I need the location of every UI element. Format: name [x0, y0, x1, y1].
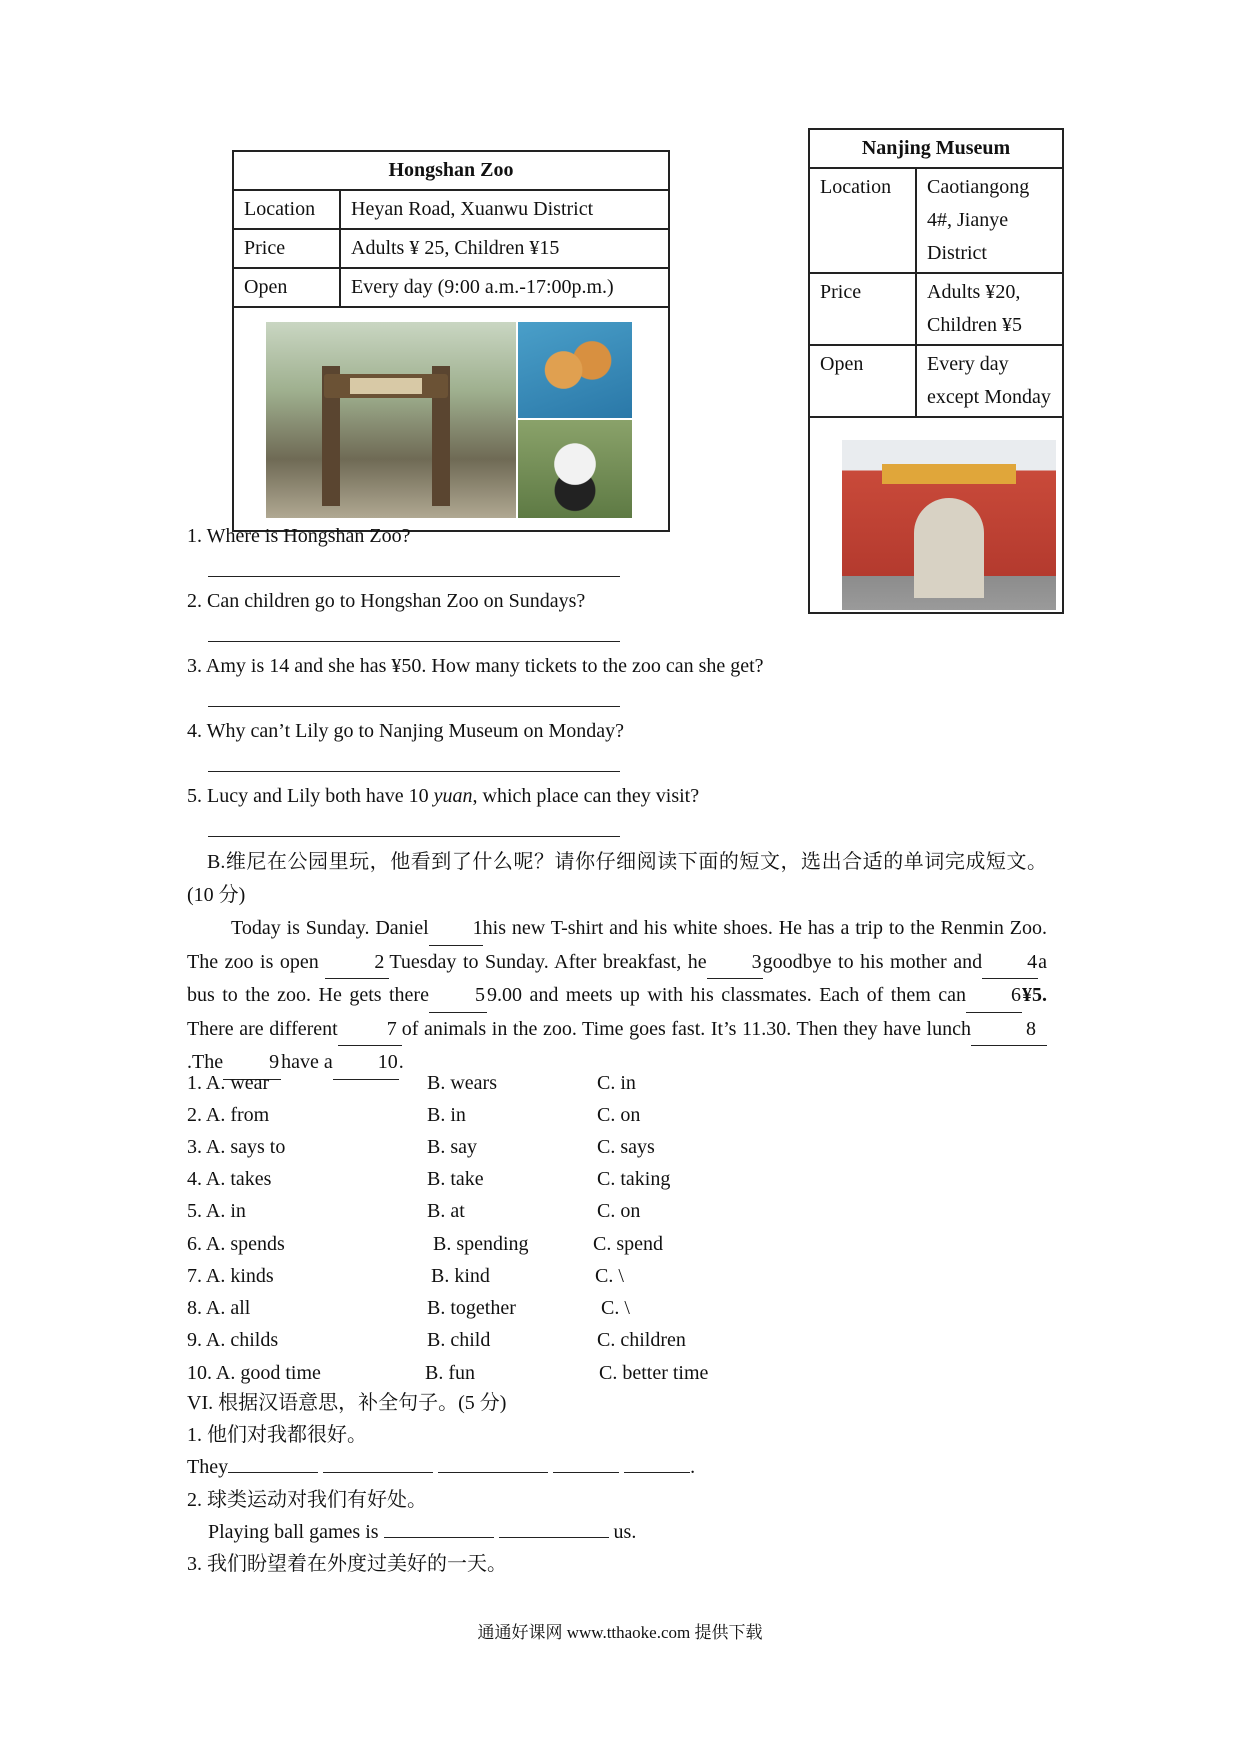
option-a[interactable]: 9. A. childs	[187, 1329, 279, 1351]
option-a[interactable]: 5. A. in	[187, 1200, 246, 1222]
passage-text: Tuesday to Sunday. After breakfast, he	[389, 950, 707, 973]
museum-price-value: Adults ¥20, Children ¥5	[916, 273, 1063, 345]
option-row-4	[187, 1163, 887, 1195]
answer-line-3[interactable]	[208, 706, 620, 707]
option-row-8	[187, 1292, 887, 1324]
vi-1-blank[interactable]	[624, 1454, 690, 1473]
vi-2-blank[interactable]	[384, 1519, 494, 1538]
passage-text: .	[398, 1051, 404, 1073]
q5-post: , which place can they visit?	[472, 785, 700, 807]
nanjing-museum-table	[808, 128, 1064, 614]
option-a[interactable]: 8. A. all	[187, 1297, 251, 1319]
museum-row-open	[809, 345, 1063, 417]
museum-row-price	[809, 273, 1063, 345]
vi-item-1-cn: 1. 他们对我都很好。	[187, 1424, 367, 1446]
option-c[interactable]: C. on	[597, 1200, 641, 1222]
option-c[interactable]: C. spend	[593, 1233, 663, 1255]
option-row-2	[187, 1099, 887, 1131]
hongshan-zoo-table	[232, 150, 670, 532]
option-row-9	[187, 1324, 887, 1356]
passage-text: There are different	[187, 1017, 338, 1040]
passage-text: .The	[187, 1051, 224, 1073]
vi-item-1-en	[187, 1454, 695, 1480]
passage-price: ¥5.	[1022, 984, 1047, 1006]
answer-line-5[interactable]	[208, 836, 620, 837]
museum-arch	[914, 498, 984, 598]
museum-roof	[882, 464, 1016, 484]
zoo-price-label: Price	[233, 229, 340, 268]
blank-7[interactable]: 7	[338, 1013, 402, 1047]
option-c[interactable]: C. taking	[597, 1168, 671, 1190]
zoo-price-value: Adults ¥ 25, Children ¥15	[340, 229, 669, 268]
museum-row-location	[809, 168, 1063, 273]
answer-line-4[interactable]	[208, 771, 620, 772]
zoo-location-label: Location	[233, 190, 340, 229]
option-b[interactable]: B. take	[427, 1168, 484, 1190]
zoo-row-open	[233, 268, 669, 307]
option-c[interactable]: C. better time	[599, 1362, 709, 1384]
option-row-1	[187, 1067, 887, 1099]
blank-9[interactable]: 9	[223, 1046, 281, 1080]
blank-3[interactable]: 3	[707, 946, 763, 980]
option-a[interactable]: 3. A. says to	[187, 1136, 286, 1158]
option-c[interactable]: C. \	[595, 1265, 624, 1287]
question-4: 4. Why can’t Lily go to Nanjing Museum on Monday?	[187, 720, 624, 742]
option-b[interactable]: B. kind	[431, 1265, 490, 1287]
zoo-row-location	[233, 190, 669, 229]
vi-1-blank[interactable]	[438, 1454, 548, 1473]
vi-item-2-cn: 2. 球类运动对我们有好处。	[187, 1489, 427, 1511]
option-a[interactable]: 1. A. wear	[187, 1072, 270, 1094]
blank-8[interactable]: 8	[971, 1013, 1047, 1047]
zoo-row-price	[233, 229, 669, 268]
option-b[interactable]: B. fun	[425, 1362, 475, 1384]
museum-location-value: Caotiangong 4#, Jianye District	[916, 168, 1063, 273]
vi-item-2-en	[208, 1519, 636, 1545]
option-b[interactable]: B. in	[427, 1104, 466, 1126]
zoo-open-value: Every day (9:00 a.m.-17:00p.m.)	[340, 268, 669, 307]
zoo-open-label: Open	[233, 268, 340, 307]
option-a[interactable]: 4. A. takes	[187, 1168, 272, 1190]
gate-sign	[350, 378, 422, 394]
q5-pre: 5. Lucy and Lily both have 10	[187, 785, 434, 807]
section-vi-heading: VI. 根据汉语意思，补全句子。(5 分)	[187, 1392, 507, 1414]
vi-item-2-pre: Playing ball games is	[208, 1521, 379, 1543]
option-a[interactable]: 6. A. spends	[187, 1233, 285, 1255]
museum-location-label: Location	[809, 168, 916, 273]
vi-1-blank[interactable]	[553, 1454, 619, 1473]
option-row-5	[187, 1195, 887, 1227]
panda-photo	[518, 420, 632, 518]
passage-text: of animals in the zoo. Time goes fast. It’s 11.30. Then they have lunch	[401, 1017, 971, 1040]
question-3: 3. Amy is 14 and she has ¥50. How many tickets to the zoo can she get?	[187, 655, 764, 677]
option-b[interactable]: B. wears	[427, 1072, 497, 1094]
answer-line-1[interactable]	[208, 576, 620, 577]
museum-price-label: Price	[809, 273, 916, 345]
blank-4[interactable]: 4	[982, 946, 1038, 980]
option-c[interactable]: C. says	[597, 1136, 655, 1158]
museum-table-title: Nanjing Museum	[809, 129, 1063, 168]
blank-6[interactable]: 6	[966, 979, 1022, 1013]
question-2: 2. Can children go to Hongshan Zoo on Sundays?	[187, 590, 586, 612]
vi-1-blank[interactable]	[323, 1454, 433, 1473]
museum-gate-photo	[842, 440, 1056, 610]
option-a[interactable]: 7. A. kinds	[187, 1265, 274, 1287]
museum-open-label: Open	[809, 345, 916, 417]
blank-5[interactable]: 5	[429, 979, 487, 1013]
museum-photo-cell	[809, 417, 1063, 613]
question-5	[187, 783, 699, 809]
zoo-photo-cell	[233, 307, 669, 531]
option-b[interactable]: B. at	[427, 1200, 465, 1222]
option-c[interactable]: C. on	[597, 1104, 641, 1126]
zoo-gate-photo	[266, 322, 516, 518]
vi-item-2-post: us.	[613, 1521, 637, 1543]
vi-2-blank[interactable]	[499, 1519, 609, 1538]
option-row-3	[187, 1131, 887, 1163]
passage-text: a bus to the zoo. He gets there	[187, 950, 1047, 1006]
question-1: 1. Where is Hongshan Zoo?	[187, 525, 411, 547]
option-row-10	[187, 1357, 887, 1389]
option-b[interactable]: B. say	[427, 1136, 477, 1158]
blank-1[interactable]: 1	[429, 912, 483, 946]
option-c[interactable]: C. \	[601, 1297, 630, 1319]
option-c[interactable]: C. children	[597, 1329, 686, 1351]
option-a[interactable]: 2. A. from	[187, 1104, 270, 1126]
page-footer: 通通好课网 www.tthaoke.com 提供下载	[477, 1623, 763, 1642]
vi-item-1-post: .	[690, 1456, 696, 1478]
passage-text: goodbye to his mother and	[762, 950, 983, 973]
option-b[interactable]: B. child	[427, 1329, 491, 1351]
option-a[interactable]: 10. A. good time	[187, 1362, 321, 1384]
vi-1-blank[interactable]	[228, 1454, 318, 1473]
option-b[interactable]: B. spending	[433, 1233, 529, 1255]
section-b-instruction: B.维尼在公园里玩，他看到了什么呢？请你仔细阅读下面的短文，选出合适的单词完成短文。(10 分)	[187, 851, 1047, 906]
option-row-6	[187, 1228, 887, 1260]
q5-italic: yuan	[433, 785, 473, 807]
museum-open-value: Every day except Monday	[916, 345, 1063, 417]
cloze-passage	[187, 912, 1047, 1080]
blank-2[interactable]: 2	[325, 946, 389, 980]
passage-text: have a	[281, 1051, 333, 1073]
answer-line-2[interactable]	[208, 641, 620, 642]
option-row-7	[187, 1260, 887, 1292]
vi-item-3-cn: 3. 我们盼望着在外度过美好的一天。	[187, 1553, 507, 1575]
vi-item-1-pre: They	[187, 1456, 229, 1478]
blank-10[interactable]: 10	[333, 1046, 399, 1080]
passage-text: 9.00 and meets up with his classmates. Each of them can	[486, 984, 966, 1006]
option-c[interactable]: C. in	[597, 1072, 636, 1094]
passage-text: Today is Sunday. Daniel	[231, 917, 429, 939]
zoo-location-value: Heyan Road, Xuanwu District	[340, 190, 669, 229]
zoo-table-title: Hongshan Zoo	[233, 151, 669, 190]
option-b[interactable]: B. together	[427, 1297, 516, 1319]
passage-text: his new T-shirt and his white shoes. He has a trip to the Renmin Zoo. The zoo is open	[187, 917, 1047, 973]
tiger-photo	[518, 322, 632, 418]
